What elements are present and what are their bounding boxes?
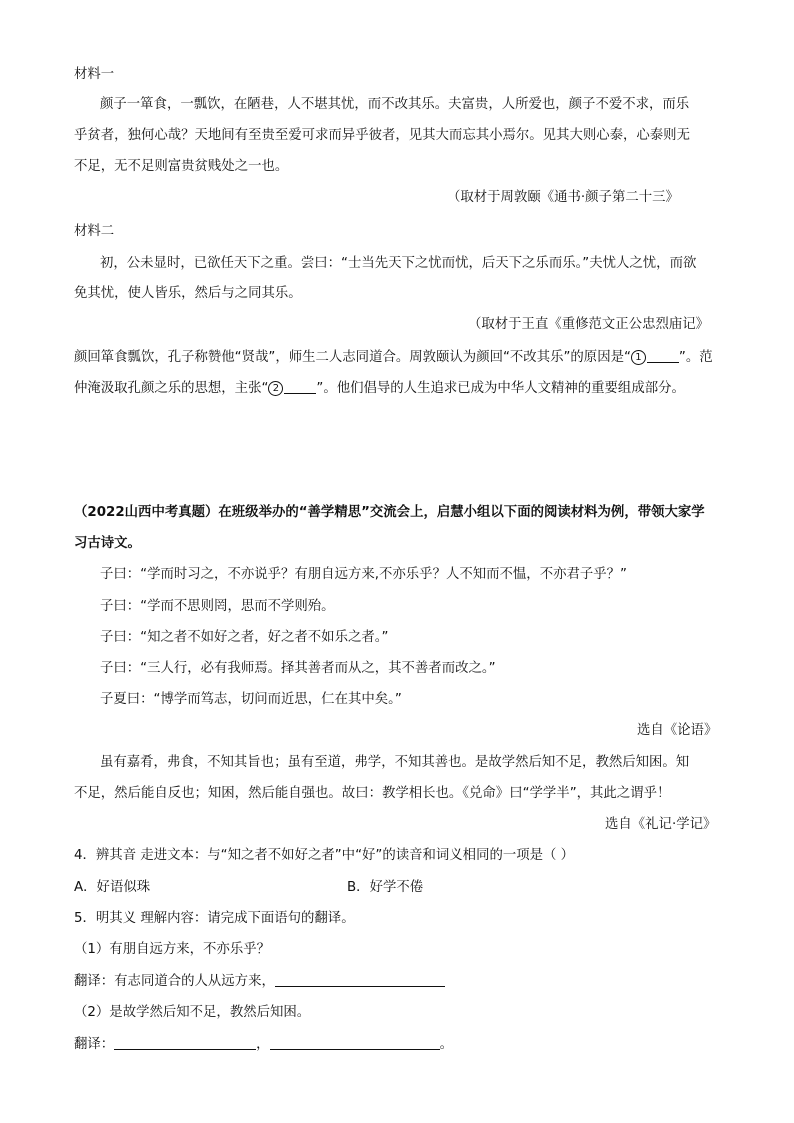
question-intro-line-2: 习古诗文。 [74,536,141,551]
option-b[interactable]: B．好学不倦 [347,880,424,895]
sentence-1: （1）有朋自远方来，不亦乐乎？ [74,942,270,957]
translation-2-label: 翻译： [74,1037,115,1052]
sentence-2: （2）是故学然后知不足，教然后知困。 [74,1005,311,1020]
fill-question-line-2 [74,379,685,398]
translation-2-blank-a[interactable] [114,1035,256,1050]
fill-question-text-b: ”。范 [678,350,713,365]
liji-line-1: 虽有嘉肴，弗食，不知其旨也；虽有至道，弗学，不知其善也。是故学然后知不足，教然后知困。知 [100,755,690,770]
translation-1-line [74,972,445,991]
liji-line-2: 不足，然后能自反也；知困，然后能自强也。故曰：教学相长也。《兑命》曰“学学半”，其此之谓乎！ [74,786,671,801]
fill-question-text-d: ”。他们倡导的人生追求已成为中华人文精神的重要组成部分。 [316,381,685,396]
translation-1-blank[interactable] [275,972,445,987]
material-one-line-3: 不足，无不足则富贵贫贱处之一也。 [74,159,289,174]
blank-1-number: 1 [631,350,646,365]
material-two-line-1: 初，公未显时，已欲任天下之重。尝曰：“士当先天下之忧而忧，后天下之乐而乐。”夫忧人之忧，而欲 [100,256,697,271]
material-two-line-2: 免其忧，使人皆乐，然后与之同其乐。 [74,286,302,301]
material-one-line-2: 乎贫者，独何心哉？天地间有至贵至爱可求而异乎彼者，见其大而忘其小焉尔。见其大则心泰，心泰则无 [74,128,690,143]
lunyu-quote-2: 子曰：“学而不思则罔，思而不学则殆。 [100,599,335,614]
fill-question-line-1 [74,348,713,367]
material-two-label: 材料二 [74,224,115,239]
lunyu-source: 选自《论语》 [637,723,718,738]
lunyu-quote-5: 子夏曰：“博学而笃志，切问而近思，仁在其中矣。” [100,692,402,707]
liji-source: 选自《礼记·学记》 [605,817,717,832]
blank-2-number: 2 [268,381,283,396]
translation-2-end: 。 [439,1037,453,1052]
blank-1[interactable] [647,348,679,363]
translation-2-blank-b[interactable] [270,1035,440,1050]
option-a[interactable]: A．好语似珠 [74,880,151,895]
fill-question-text-c: 仲淹汲取孔颜之乐的思想，主张“ [74,381,269,396]
translation-1-text: 翻译：有志同道合的人从远方来， [74,974,275,989]
translation-2-comma: ， [256,1037,270,1052]
lunyu-quote-4: 子曰：“三人行，必有我师焉。择其善者而从之，其不善者而改之。” [100,661,496,676]
question-5: 5．明其义 理解内容：请完成下面语句的翻译。 [74,911,355,926]
material-one-source: （取材于周敦颐《通书·颜子第二十三》 [447,190,679,205]
material-two-source: （取材于王直《重修范文正公忠烈庙记》 [468,317,710,332]
question-intro-line-1: （2022山西中考真题）在班级举办的“善学精思”交流会上，启慧小组以下面的阅读材料为例，带领大家学 [74,505,705,520]
material-one-label: 材料一 [74,67,115,82]
blank-2[interactable] [284,379,316,394]
lunyu-quote-1: 子曰：“学而时习之，不亦说乎？有朋自远方来,不亦乐乎？人不知而不愠，不亦君子乎？” [100,567,627,582]
fill-question-text-a: 颜回箪食瓢饮，孔子称赞他“贤哉”，师生二人志同道合。周敦颐认为颜回“不改其乐”的原因是“ [74,350,631,365]
question-4: 4．辨其音 走进文本：与“知之者不如好之者”中“好”的读音和词义相同的一项是（ ） [74,848,575,863]
material-one-line-1: 颜子一箪食，一瓢饮，在陋巷，人不堪其忧，而不改其乐。夫富贵，人所爱也，颜子不爱不求，而乐 [100,97,690,112]
translation-2-line [74,1035,453,1054]
lunyu-quote-3: 子曰：“知之者不如好之者，好之者不如乐之者。” [100,630,389,645]
